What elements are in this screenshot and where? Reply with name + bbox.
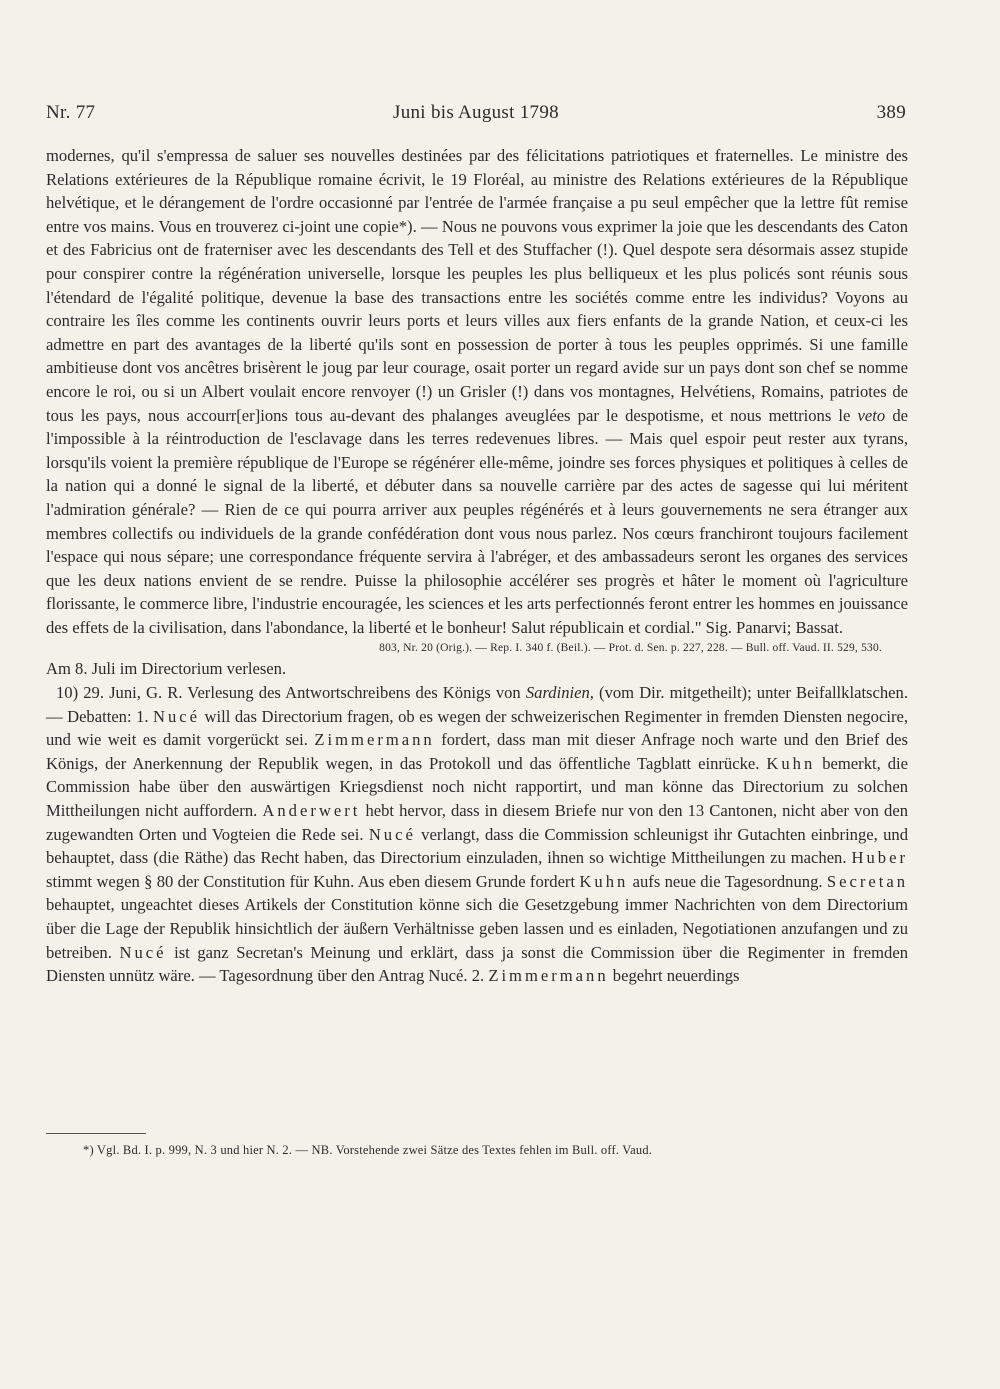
- header-date-range: Juni bis August 1798: [393, 102, 559, 123]
- letter-paragraph: modernes, qu'il s'empressa de saluer ses nouvelles destinées par des félicitations patriotiques et fraternelles. Le ministre des Relations extérieures de la République romaine écrivit, le 19 Floréal, au ministre des Relations extérieures de la République helvétique, et le dérangement de l'ordre occasionné par l'entrée de l'armée française a pu seul empêcher que la lettre fût remise entre vos mains. Vous en trouverez ci-joint une copie*). — Nous ne pouvons vous exprimer la joie que les descendants des Caton et des Fabricius ont de fraterniser avec les descendants des Tell et des Stuffacher (!). Quel despote sera désormais assez stupide pour conspirer contre la régénération universelle, lorsque les peuples les plus belliqueux et les plus policés sont réunis sous l'étendard de l'égalité politique, devenue la base des transactions entre les sociétés comme entre les individus? Voyons au contraire les îles comme les continents ouvrir leurs ports et leurs villes aux fiers enfants de la grande Nation, et ceux-ci les admettre en part des avantages de la liberté qu'ils sont en possession de porter à tous les peuples opprimés. Si une famille ambitieuse dont vos ancêtres brisèrent le joug par leur courage, osait porter un regard avide sur un pays dont son chef se nomme encore le roi, ou si un Albert voulait encore renvoyer (!) un Grisler (!) dans vos montagnes, Helvétiens, Romains, patriotes de tous les pays, nous accourr[er]ions tous au-devant des phalanges aveuglées par le despotisme, et nous mettrions le veto de l'impossible à la réintroduction de l'esclavage dans les terres redevenues libres. — Mais quel espoir peut rester aux tyrans, lorsqu'ils voient la première république de l'Europe se régénérer elle-même, joindre ses forces physiques et politiques à celles de la nation qui a donné le signal de la liberté, et débuter dans sa nouvelle carrière par des actes de sagesse qui lui méritent l'admiration générale? — Rien de ce qui pourra arriver aux peuples régénérés et à leurs gouvernements ne sera étranger aux membres collectifs ou individuels de la grande confédération dont vous nous parlez. Nos cœurs franchiront toujours facilement l'espace qui nous sépare; une correspondance fréquente servira à l'abréger, et des ambassadeurs seront les organes des services que les deux nations envient de se rendre. Puisse la philosophie accélérer ses progrès et hâter le moment où l'agriculture florissante, le commerce libre, l'industrie encouragée, les sciences et les arts perfectionnés feront entrer les hommes en jouissance des effets de la civilisation, dans l'abondance, la liberté et le bonheur! Salut républicain et cordial." Sig. Panarvi; Bassat.: [46, 146, 908, 637]
- running-header: [46, 102, 906, 132]
- footnote-divider: [46, 1133, 146, 1134]
- speaker-name: Kuhn: [579, 871, 629, 891]
- reading-note: Am 8. Juli im Directorium verlesen.: [46, 659, 287, 679]
- session-paragraph: 10) 29. Juni, G. R. Verlesung des Antwortschreibens des Königs von Sardinien, (vom Dir. mitgetheilt); unter Beifallklatschen. — Debatten: 1. Nucé will das Directorium fragen, ob es wegen der schweizerischen Regimenter in fremden Diensten negocire, und wie weit es damit vorgerückt sei. Zimmermann fordert, dass man mit dieser Anfrage noch warte und den Brief des Königs, der Anerkennung der Republik wegen, in das Protokoll und das öffentliche Tagblatt einrücke. Kuhn bemerkt, die Commission habe über den auswärtigen Kriegsdienst noch nicht rapportirt, und man könne das Directorium zu solchen Mittheilungen nicht auffordern. Anderwert hebt hervor, dass in diesem Briefe nur von den 13 Cantonen, nicht aber von den zugewandten Orten und Vogteien die Rede sei. Nucé verlangt, dass die Commission schleunigst ihr Gutachten einbringe, und behauptet, dass (die Räthe) das Recht haben, das Directorium einzuladen, ihnen so wichtige Mittheilungen zu machen. Huber stimmt wegen § 80 der Constitution für Kuhn. Aus eben diesem Grunde fordert Kuhn aufs neue die Tagesordnung. Secretan behauptet, ungeachtet dieses Artikels der Constitution könne sich die Gesetzgebung immer Nachrichten von dem Directorium über die Lage der Republik hinsichtlich der äußern Verhältnisse geben lassen und es einladen, Negotiationen anzufangen und zu betreiben. Nucé ist ganz Secretan's Meinung und erklärt, dass ja sonst die Commission über die Regimenter in fremden Diensten unnütz wäre. — Tagesordnung über den Antrag Nucé. 2. Zimmermann begehrt neuerdings: [46, 683, 909, 986]
- source-reference: 803, Nr. 20 (Orig.). — Rep. I. 340 f. (Beil.). — Prot. d. Sen. p. 227, 228. — Bull. off. Vaud. II. 529, 530.: [379, 642, 882, 655]
- speaker-name: Nucé: [119, 942, 167, 962]
- page-number: 389: [876, 102, 906, 123]
- speaker-name: Nucé: [153, 706, 201, 726]
- speaker-name: Secretan: [826, 871, 908, 891]
- sardinien-word: Sardinien,: [525, 683, 594, 703]
- footnote: *) Vgl. Bd. I. p. 999, N. 3 und hier N. 2. — NB. Vorstehende zwei Sätze des Textes fehlen im Bull. off. Vaud.: [83, 1143, 653, 1157]
- veto-word: veto: [857, 405, 886, 425]
- speaker-name: Zimmermann: [314, 730, 435, 750]
- speaker-name: Nucé: [368, 824, 416, 844]
- speaker-name: Anderwert: [262, 801, 361, 821]
- speaker-name: Huber: [851, 848, 908, 868]
- page-body: [46, 144, 908, 988]
- document-number: Nr. 77: [46, 102, 96, 123]
- speaker-name: Kuhn: [766, 753, 816, 773]
- speaker-name: Zimmermann: [488, 966, 609, 986]
